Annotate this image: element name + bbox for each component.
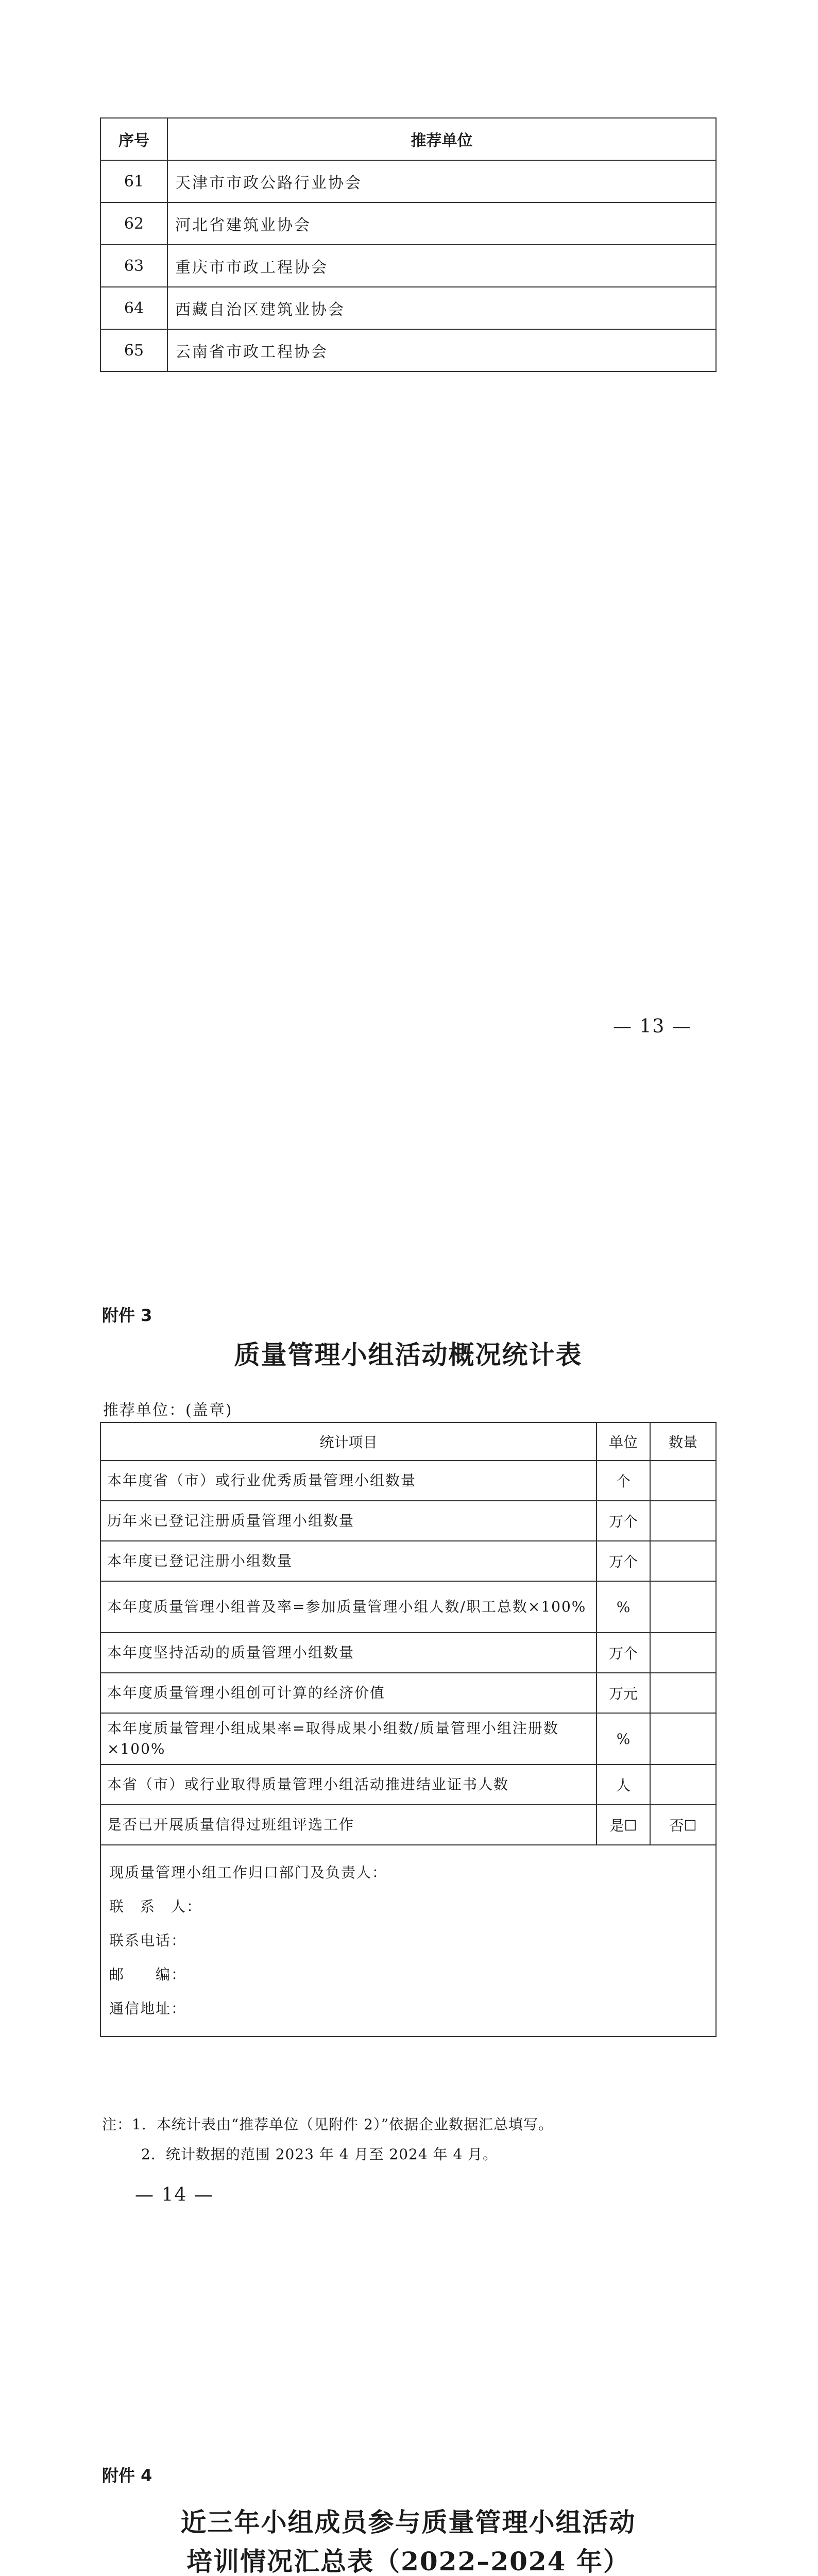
page-title-14: 质量管理小组活动概况统计表 [234,1340,583,1370]
row-unit-name: 天津市市政公路行业协会 [167,160,716,202]
table-row [100,1581,716,1633]
row-unit: % [597,1713,650,1765]
yes-checkbox-label[interactable]: 是☐ [597,1805,650,1845]
row-item: 是否已开展质量信得过班组评选工作 [100,1805,597,1845]
row-item: 本年度省（市）或行业优秀质量管理小组数量 [100,1461,597,1501]
row-unit-name: 河北省建筑业协会 [167,202,716,245]
header-item: 统计项目 [100,1422,597,1461]
row-unit: 万个 [597,1633,650,1673]
row-seq: 61 [100,160,167,202]
row-seq: 65 [100,329,167,371]
table-row [100,287,716,329]
contact-cell [100,1845,716,2037]
row-unit-name: 西藏自治区建筑业协会 [167,287,716,329]
contact-postcode-line: 邮 编： [109,1966,187,1983]
table-header-row [100,118,716,160]
recommender-label: 推荐单位：(盖章) [103,1401,233,1419]
header-seq: 序号 [100,118,167,160]
page-title-15-line1: 近三年小组成员参与质量管理小组活动 [180,2507,636,2537]
row-item: 本年度质量管理小组成果率=取得成果小组数/质量管理小组注册数×100% [100,1713,597,1765]
table-row [100,202,716,245]
row-unit: 个 [597,1461,650,1501]
table-row [100,329,716,371]
row-item: 本年度质量管理小组创可计算的经济价值 [100,1673,597,1713]
contact-section [100,1845,716,2037]
row-qty [650,1765,716,1805]
row-seq: 63 [100,245,167,287]
contact-person-line: 联 系 人： [109,1898,202,1915]
row-seq: 62 [100,202,167,245]
table-row [100,1765,716,1805]
row-qty [650,1673,716,1713]
table-row [100,1461,716,1501]
row-qty [650,1633,716,1673]
qc-activity-statistics-table [100,1422,717,2037]
row-unit: % [597,1581,650,1633]
table-row [100,1541,716,1581]
row-unit: 万个 [597,1541,650,1581]
row-unit: 人 [597,1765,650,1805]
attachment-label-4: 附件 4 [102,2466,152,2485]
row-qty [650,1501,716,1541]
row-qty [650,1581,716,1633]
page-number-14: — 14 — [135,2184,214,2206]
attachment-label-3: 附件 3 [102,1306,152,1325]
header-unit: 单位 [597,1422,650,1461]
row-qty [650,1461,716,1501]
row-unit-name: 云南省市政工程协会 [167,329,716,371]
recommending-units-table [100,117,717,372]
table-row [100,160,716,202]
row-item: 本省（市）或行业取得质量管理小组活动推进结业证书人数 [100,1765,597,1805]
table-header-row [100,1422,716,1461]
no-checkbox-label[interactable]: 否☐ [650,1805,716,1845]
row-unit: 万元 [597,1673,650,1713]
row-item: 本年度坚持活动的质量管理小组数量 [100,1633,597,1673]
table-row [100,1501,716,1541]
page-number-13: — 13 — [613,1016,692,1037]
table-row [100,1673,716,1713]
row-unit: 万个 [597,1501,650,1541]
table-row [100,1633,716,1673]
row-item: 本年度质量管理小组普及率=参加质量管理小组人数/职工总数×100% [100,1581,597,1633]
row-unit-name: 重庆市市政工程协会 [167,245,716,287]
page-title-15-line2: 培训情况汇总表（2022–2024 年） [186,2546,630,2576]
row-qty [650,1541,716,1581]
contact-phone-line: 联系电话： [109,1932,187,1949]
header-unit: 推荐单位 [167,118,716,160]
contact-address-line: 通信地址： [109,2000,187,2017]
table-row [100,1713,716,1765]
row-item: 历年来已登记注册质量管理小组数量 [100,1501,597,1541]
footnote-1: 注：1．本统计表由“推荐单位（见附件 2）”依据企业数据汇总填写。 [102,2116,554,2133]
row-item: 本年度已登记注册小组数量 [100,1541,597,1581]
footnote-2: 2．统计数据的范围 2023 年 4 月至 2024 年 4 月。 [141,2146,498,2163]
row-qty [650,1713,716,1765]
contact-dept-line: 现质量管理小组工作归口部门及负责人： [109,1864,388,1881]
header-qty: 数量 [650,1422,716,1461]
row-seq: 64 [100,287,167,329]
table-row [100,1805,716,1845]
table-row [100,245,716,287]
